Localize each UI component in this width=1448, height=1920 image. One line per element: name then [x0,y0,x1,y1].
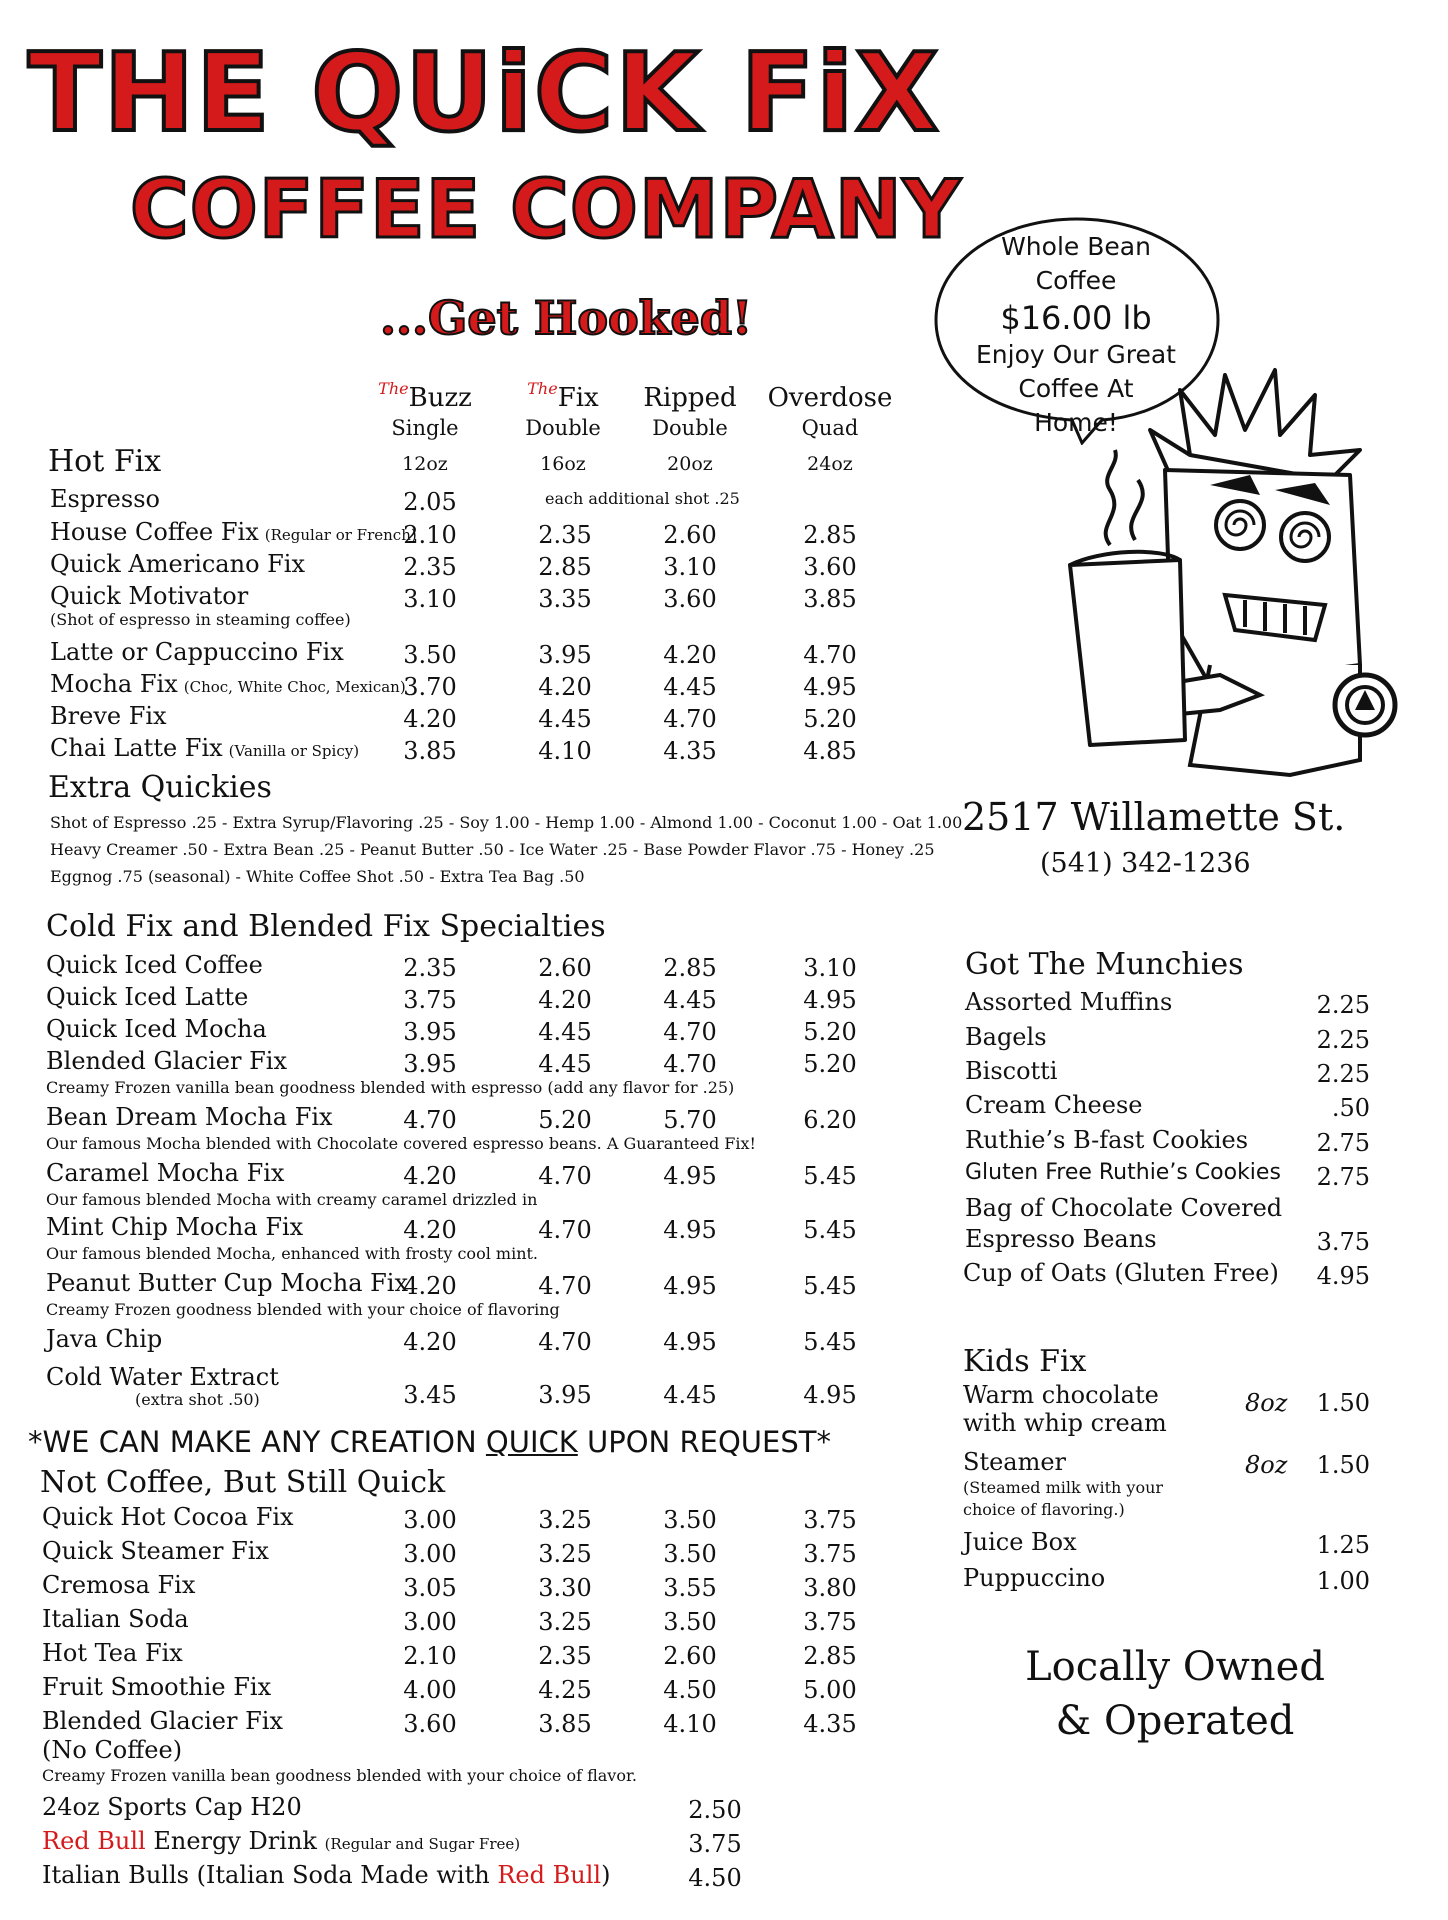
menu-item-price: 3.60 [403,1710,457,1738]
menu-item-price: 3.25 [538,1608,592,1636]
menu-item-price: 3.75 [688,1830,742,1858]
menu-item-name: Quick Hot Cocoa Fix [42,1503,294,1531]
menu-item-price: 3.75 [803,1608,857,1636]
menu-item-price: 4.95 [1316,1262,1370,1290]
menu-item-price: 2.25 [1316,1026,1370,1054]
menu-item-price: 4.35 [803,1710,857,1738]
menu-item-price: 3.95 [403,1018,457,1046]
menu-item-price: 4.45 [663,673,717,701]
espresso-note: each additional shot .25 [545,489,740,508]
menu-item-name: Quick Iced Coffee [46,951,263,979]
menu-item-price: 2.85 [803,1642,857,1670]
menu-item-price: 3.75 [803,1506,857,1534]
menu-item-price: 2.85 [663,954,717,982]
menu-item-price: 2.35 [538,1642,592,1670]
menu-item-price: 4.45 [663,986,717,1014]
menu-item-price: 3.50 [663,1608,717,1636]
menu-item-name: Fruit Smoothie Fix [42,1673,272,1701]
menu-item-price: 4.35 [663,737,717,765]
menu-item-name: Warm chocolate [963,1381,1159,1409]
menu-item-price: 3.95 [538,1381,592,1409]
menu-item-price: 3.25 [538,1540,592,1568]
menu-item-note: (Vanilla or Spicy) [228,742,360,760]
column-header-buzz [370,379,480,413]
menu-item-name: Blended Glacier Fix [46,1047,287,1075]
red-bull-brand: Red Bull [42,1827,146,1855]
menu-item-price: 5.20 [803,1050,857,1078]
menu-item-price: 3.45 [403,1381,457,1409]
tagline-line: Locally Owned [1025,1644,1325,1690]
mascot-illustration [1060,365,1420,785]
menu-item-price: 4.00 [403,1676,457,1704]
menu-item-desc: (Steamed milk with your [963,1478,1164,1497]
menu-item-price: 3.05 [403,1574,457,1602]
column-name: Buzz [408,383,472,413]
menu-item-price: 3.95 [403,1050,457,1078]
menu-item-price: 4.20 [403,1328,457,1356]
menu-item-name: Biscotti [965,1057,1058,1085]
menu-item-text: ) [601,1861,611,1889]
locally-owned-tagline [995,1640,1355,1748]
menu-item-name: Peanut Butter Cup Mocha Fix [46,1269,408,1297]
menu-item-price: 4.70 [663,705,717,733]
menu-item-price: 3.75 [1316,1228,1370,1256]
menu-item-price: 2.25 [1316,991,1370,1019]
column-shot: Double [652,416,728,440]
menu-item-price: 2.25 [1316,1060,1370,1088]
menu-item-price: 4.20 [663,641,717,669]
menu-item-price: 1.25 [1316,1531,1370,1559]
menu-item-price: 4.20 [538,673,592,701]
column-size: 12oz [402,453,448,475]
menu-item-price: 4.70 [803,641,857,669]
request-text: *WE CAN MAKE ANY CREATION [28,1425,486,1459]
menu-item-desc: Creamy Frozen vanilla bean goodness blended with your choice of flavor. [42,1766,637,1785]
menu-item-price: 4.45 [538,1050,592,1078]
menu-item-price: 3.60 [803,553,857,581]
menu-item-price: 5.20 [803,705,857,733]
menu-item-price: 2.75 [1316,1129,1370,1157]
menu-item-name: Caramel Mocha Fix [46,1159,285,1187]
column-size: 20oz [667,453,713,475]
menu-item-name: Bag of Chocolate Covered [965,1194,1283,1222]
menu-item-price: 3.75 [803,1540,857,1568]
bubble-line: Coffee At [1018,374,1134,403]
menu-item-name [50,672,406,696]
menu-item-desc: Creamy Frozen goodness blended with your choice of flavoring [46,1300,560,1319]
bubble-line: Home! [1034,408,1118,437]
menu-item-price: 3.60 [663,585,717,613]
menu-item-name: Cremosa Fix [42,1571,196,1599]
bubble-line: Enjoy Our Great [976,340,1176,369]
menu-item-price: 4.45 [538,1018,592,1046]
store-phone: (541) 342-1236 [1040,848,1251,879]
menu-item-name: with whip cream [963,1409,1167,1437]
menu-item-note: (Choc, White Choc, Mexican) [183,678,406,696]
menu-item-price: 4.70 [663,1050,717,1078]
menu-item-price: 3.80 [803,1574,857,1602]
menu-item-price: 4.70 [538,1272,592,1300]
menu-item-price: 4.95 [803,1381,857,1409]
menu-item-price: 3.10 [403,585,457,613]
extras-line: Eggnog .75 (seasonal) - White Coffee Shot .50 - Extra Tea Bag .50 [50,867,585,886]
menu-item-price: 3.00 [403,1506,457,1534]
menu-item-price: 4.70 [538,1216,592,1244]
menu-item-price: 1.00 [1316,1567,1370,1595]
custom-request-banner [28,1425,831,1459]
menu-item-name: Mint Chip Mocha Fix [46,1213,304,1241]
column-header-overdose: Overdose [767,383,893,413]
menu-item-text: Energy Drink [145,1827,325,1855]
section-title-kids-fix: Kids Fix [963,1344,1087,1379]
menu-item-price: .50 [1331,1094,1370,1122]
menu-item-price: 4.25 [538,1676,592,1704]
menu-item-price: 4.95 [803,986,857,1014]
menu-item-price: 3.00 [403,1608,457,1636]
menu-item-desc: Our famous blended Mocha with creamy caramel drizzled in [46,1190,538,1209]
menu-item-name: Steamer [963,1448,1067,1476]
menu-item-name: Bean Dream Mocha Fix [46,1103,333,1131]
menu-item-price: 5.45 [803,1272,857,1300]
menu-item-name: Ruthie’s B-fast Cookies [965,1126,1249,1154]
extras-line: Shot of Espresso .25 - Extra Syrup/Flavoring .25 - Soy 1.00 - Hemp 1.00 - Almond 1.00 - Coconut 1.00 - Oat 1.00 [50,813,963,832]
column-shot: Quad [801,416,859,440]
menu-item-text: Breve Fix [50,702,167,730]
menu-item-name: Cream Cheese [965,1091,1143,1119]
section-title-cold-fix: Cold Fix and Blended Fix Specialties [46,909,606,944]
menu-item-name: Puppuccino [963,1564,1106,1592]
store-address: 2517 Willamette St. [962,795,1346,839]
menu-item-price: 3.70 [403,673,457,701]
menu-item-price: 2.35 [538,521,592,549]
menu-item-name: Quick Iced Latte [46,983,249,1011]
menu-item-price: 3.85 [803,585,857,613]
menu-item-price: 4.20 [538,986,592,1014]
extras-line: Heavy Creamer .50 - Extra Bean .25 - Peanut Butter .50 - Ice Water .25 - Base Powder Flavor .75 - Honey .25 [50,840,935,859]
menu-item-price: 3.50 [663,1506,717,1534]
menu-item-name: Assorted Muffins [965,988,1173,1016]
menu-item-price: 5.45 [803,1328,857,1356]
column-header-ripped: Ripped [643,383,737,413]
menu-item-price: 4.20 [403,1272,457,1300]
section-title-not-coffee: Not Coffee, But Still Quick [40,1465,446,1500]
column-shot: Double [525,416,601,440]
menu-item-name [42,1863,610,1887]
menu-item-price: 3.10 [803,954,857,982]
menu-item-price: 2.50 [688,1796,742,1824]
menu-item-price: 2.85 [803,521,857,549]
menu-item-price: 4.95 [663,1272,717,1300]
menu-item-text: Latte or Cappuccino Fix [50,638,344,666]
menu-item-name [50,704,167,728]
menu-item-price: 4.85 [803,737,857,765]
column-shot: Single [391,416,459,440]
bubble-line: Coffee [1035,266,1117,295]
menu-item-name: Bagels [965,1023,1047,1051]
tagline-line: & Operated [1055,1698,1295,1744]
menu-item-desc: Our famous Mocha blended with Chocolate covered espresso beans. A Guaranteed Fix! [46,1134,756,1153]
menu-item-price: 4.70 [538,1162,592,1190]
column-size: 24oz [807,453,853,475]
bubble-line: Whole Bean [1001,232,1151,261]
menu-item-price: 5.45 [803,1216,857,1244]
menu-item-price: 3.75 [403,986,457,1014]
column-size: 16oz [540,453,586,475]
menu-item-desc: Our famous blended Mocha, enhanced with frosty cool mint. [46,1244,539,1263]
menu-item-desc: (extra shot .50) [135,1390,260,1409]
menu-item-price: 3.50 [663,1540,717,1568]
menu-item-text: Quick Americano Fix [50,550,306,578]
menu-item-name [50,736,359,760]
menu-item-name [50,584,248,608]
menu-item-name [50,520,417,544]
menu-item-name: Italian Soda [42,1605,189,1633]
menu-item-price: 4.70 [663,1018,717,1046]
menu-item-price: 3.85 [403,737,457,765]
menu-item-desc: (Shot of espresso in steaming coffee) [50,610,351,629]
menu-item-price: 2.10 [403,1642,457,1670]
menu-item-price: 6.20 [803,1106,857,1134]
menu-item-price: 4.50 [688,1864,742,1892]
column-prefix: The [527,379,558,398]
menu-item-desc: choice of flavoring.) [963,1500,1125,1519]
menu-item-price: 3.35 [538,585,592,613]
brand-title: THE QUiCK FiX [28,31,941,156]
menu-item-size: 8oz [1245,1451,1288,1479]
menu-item-price: 4.95 [663,1328,717,1356]
menu-item-text: Quick Motivator [50,582,249,610]
menu-item-price: 5.70 [663,1106,717,1134]
menu-item-price: 4.50 [663,1676,717,1704]
menu-item-name [50,552,305,576]
menu-item-name: Hot Tea Fix [42,1639,183,1667]
menu-item-name [50,640,344,664]
menu-item-name [42,1829,520,1853]
menu-item-price: 4.20 [403,1216,457,1244]
menu-item-price: 2.35 [403,553,457,581]
menu-item-price: 2.05 [403,488,457,516]
menu-item-name: Blended Glacier Fix [42,1707,283,1735]
menu-item-price: 3.00 [403,1540,457,1568]
request-emphasis: QUICK [485,1425,578,1459]
menu-item-price: 4.45 [538,705,592,733]
menu-item-price: 4.70 [403,1106,457,1134]
menu-item-name: Cold Water Extract [46,1363,279,1391]
section-title-extra-quickies: Extra Quickies [48,770,272,805]
menu-item-price: 3.95 [538,641,592,669]
menu-item-note: (Regular and Sugar Free) [324,1835,521,1853]
menu-item-note: (Regular or French) [264,526,417,544]
menu-item-price: 5.45 [803,1162,857,1190]
column-prefix: The [378,379,409,398]
menu-item-price: 4.45 [663,1381,717,1409]
menu-item-price: 2.75 [1316,1163,1370,1191]
menu-item-price: 2.60 [538,954,592,982]
brand-subtitle: COFFEE COMPANY [130,163,962,256]
menu-item-price: 4.95 [803,673,857,701]
menu-item-text: Mocha Fix [50,670,178,698]
menu-item-price: 4.70 [538,1328,592,1356]
menu-item-text: Italian Bulls (Italian Soda Made with [42,1861,498,1889]
menu-item-price: 1.50 [1316,1451,1370,1479]
bubble-price: $16.00 lb [1000,299,1152,337]
menu-item-text: House Coffee Fix [50,518,259,546]
menu-item-desc: Creamy Frozen vanilla bean goodness blended with espresso (add any flavor for .25) [46,1078,735,1097]
menu-item-name: Quick Steamer Fix [42,1537,269,1565]
column-header-fix [508,379,618,413]
request-text: UPON REQUEST* [577,1425,831,1459]
menu-item-price: 3.55 [663,1574,717,1602]
menu-item-name: Espresso Beans [965,1225,1157,1253]
menu-item-price: 4.20 [403,705,457,733]
menu-item-text: Chai Latte Fix [50,734,223,762]
menu-item-price: 3.25 [538,1506,592,1534]
section-title-hot-fix: Hot Fix [48,444,162,479]
menu-item-name: Java Chip [46,1325,163,1353]
menu-item-price: 4.10 [538,737,592,765]
menu-item-name: Juice Box [963,1528,1077,1556]
menu-item-price: 3.10 [663,553,717,581]
tagline: ...Get Hooked! [380,291,753,345]
menu-item-price: 5.20 [538,1106,592,1134]
menu-item-name: 24oz Sports Cap H20 [42,1793,302,1821]
red-bull-brand: Red Bull [497,1861,602,1889]
section-title-munchies: Got The Munchies [965,947,1244,982]
menu-item-price: 4.20 [403,1162,457,1190]
menu-item-price: 2.60 [663,521,717,549]
menu-item-name: Cup of Oats (Gluten Free) [963,1259,1279,1287]
menu-item-name: Quick Iced Mocha [46,1015,267,1043]
menu-item-price: 4.95 [663,1216,717,1244]
menu-item-size: 8oz [1245,1389,1288,1417]
menu-item-price: 4.95 [663,1162,717,1190]
menu-item-price: 2.35 [403,954,457,982]
menu-item-price: 3.30 [538,1574,592,1602]
menu-item-price: 3.50 [403,641,457,669]
menu-item-price: 5.00 [803,1676,857,1704]
menu-item-price: 2.10 [403,521,457,549]
menu-item-price: 4.10 [663,1710,717,1738]
menu-item-name: Gluten Free Ruthie’s Cookies [965,1160,1281,1185]
menu-item-price: 3.85 [538,1710,592,1738]
column-name: Fix [557,383,599,413]
menu-item-name: Espresso [50,485,160,513]
menu-item-sub: (No Coffee) [42,1736,183,1764]
menu-item-price: 5.20 [803,1018,857,1046]
menu-item-price: 2.60 [663,1642,717,1670]
menu-item-price: 2.85 [538,553,592,581]
menu-item-price: 1.50 [1316,1389,1370,1417]
